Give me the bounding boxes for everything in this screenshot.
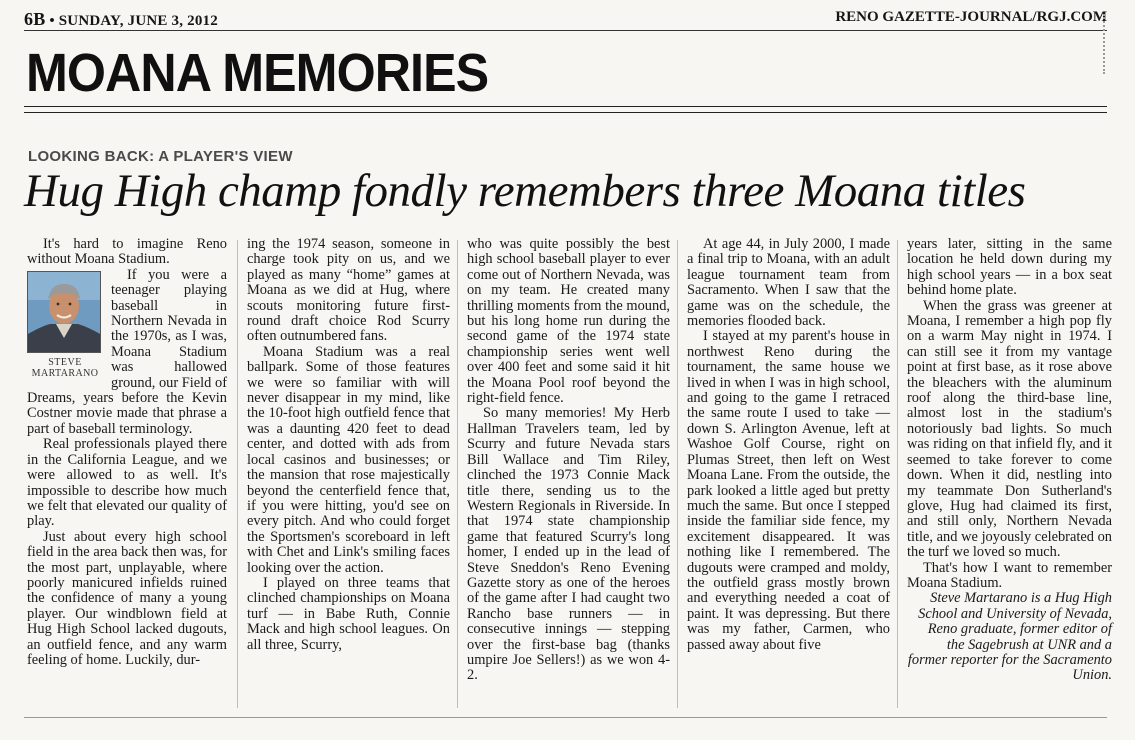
- publication-name: RENO GAZETTE-JOURNAL/RGJ.COM: [835, 9, 1107, 25]
- bottom-rule: [24, 717, 1107, 718]
- margin-dots: [1099, 14, 1105, 74]
- folio-date: SUNDAY, JUNE 3, 2012: [58, 13, 218, 29]
- column-rule: [677, 240, 678, 708]
- paragraph: So many memories! My Herb Hallman Travelers team, led by Scurry and future Nevada stars Bill Wallace and Tim Riley, clinched the 1973 Connie Mack title there, sending us to the Western Regionals in Riverside. In that 1974 state championship game that featured Scurry's long homer, I ended up in the lead of Steve Sneddon's Reno Evening Gazette story as one of the heroes of the game after I had caught two Rancho base runners — in consecutive innings — stepping over the first-base bag (thanks umpire Joe Sellers!) as we won 4-2.: [467, 405, 670, 684]
- section-rule: [24, 106, 1107, 113]
- author-photo-block: [27, 271, 103, 379]
- paragraph: When the grass was greener at Moana, I remember a high pop fly on a warm May night in 1974. I can still see it from my vantage point at first base, as it rose above the bleachers with the aluminum roof along the third-base line, almost lost in the stadium's notoriously bad lights. So much was riding on that infield fly, and it seemed to take forever to come down. When it did, nestling into my teammate Don Sutherland's glove, Hug had claimed its first, and still only, Northern Nevada title, and we joyously celebrated on the turf we loved so much.: [907, 297, 1112, 561]
- column-rule: [897, 240, 898, 708]
- section-title: MOANA MEMORIES: [26, 43, 489, 103]
- article-column-5: [907, 237, 1112, 684]
- author-bio: Steve Martarano is a Hug High School and University of Nevada, Reno graduate, former editor of the Sagebrush at UNR and a former reporter for the Sacramento Union.: [907, 590, 1112, 684]
- caption-last-name: MARTARANO: [31, 367, 99, 379]
- photo-caption: [27, 357, 103, 379]
- paragraph: I played on three teams that clinched championships on Moana turf — in Babe Ruth, Connie Mack and high school leagues. On all three, Scurry,: [247, 574, 450, 653]
- author-photo: [27, 271, 101, 353]
- article-column-1: [27, 237, 227, 668]
- paragraph-text: If you were a teenager playing baseball in Northern Nevada in the 1970s, as I was, Moana Stadium was hallowed ground, our Field of Dreams, years before the Kevin Costner movie made that phrase a part of baseball terminology.: [27, 266, 227, 437]
- column-rule: [237, 240, 238, 708]
- paragraph: Just about every high school field in the area back then was, for the most part, unplayable, where poorly manicured infields ruined the confidence of many a young player. Our windblown field at Hug High School lacked dugouts, an outfield fence, and any warm feeling of home. Luckily, dur-: [27, 528, 227, 668]
- paragraph: who was quite possibly the best high school baseball player to ever come out of Northern Nevada, was on my team. He created many thrilling moments from the mound, but his long home run during the second game of the 1974 state championship series went well over 400 feet and some said it hit the Moana Pool roof beyond the right-field fence.: [467, 236, 670, 407]
- column-rule: [457, 240, 458, 708]
- folio-left: [24, 9, 218, 30]
- paragraph: ing the 1974 season, someone in charge took pity on us, and we played as many “home” games at Moana as we did at Hug, where scouts monitoring future first-round draft choice Rod Scurry often outnumbered fans.: [247, 236, 450, 345]
- paragraph-with-photo: [27, 268, 227, 437]
- paragraph: years later, sitting in the same location he held down during my high school years — in a box seat behind home plate.: [907, 236, 1112, 299]
- folio-bullet: •: [49, 13, 55, 29]
- kicker: LOOKING BACK: A PLAYER'S VIEW: [28, 148, 293, 165]
- folio-rule: [24, 30, 1107, 31]
- folio-line: [24, 6, 1107, 28]
- article-column-3: [467, 237, 670, 684]
- paragraph: I stayed at my parent's house in northwest Reno during the tournament, the same house we lived in when I was in high school, and going to the game I retraced the same route I used to take — down S. Arlington Avenue, left at Washoe Golf Course, right on Plumas Street, then left on West Moana Lane. From the outside, the park looked a little aged but pretty much the same. But once I stepped inside the familiar side fence, my excitement disappeared. It was nothing like I remembered. The dugouts were cramped and moldy, the outfield grass mostly brown and everything needed a coat of paint. It was depressing. But there was my father, Carmen, who passed away about five: [687, 328, 890, 653]
- paragraph: Real professionals played there in the California League, and we were allowed to as well. It's impossible to describe how much we felt that elevated our quality of play.: [27, 436, 227, 530]
- portrait-image: [28, 272, 100, 352]
- paragraph: That's how I want to remember Moana Stadium.: [907, 559, 1112, 591]
- article-column-2: [247, 237, 450, 653]
- paragraph: It's hard to imagine Reno without Moana Stadium.: [27, 236, 227, 268]
- caption-first-name: STEVE: [48, 356, 82, 368]
- paragraph: At age 44, in July 2000, I made a final trip to Moana, with an adult league tournament team from Sacramento. When I saw that the game was on the schedule, the memories flooded back.: [687, 236, 890, 330]
- headline: Hug High champ fondly remembers three Moana titles: [24, 165, 1026, 217]
- article-column-4: [687, 237, 890, 653]
- page-number: 6B: [24, 9, 46, 29]
- paragraph: Moana Stadium was a real ballpark. Some of those features we were so familiar with will never disappear in my mind, like the 10-foot high outfield fence that was a daunting 420 feet to dead center, and dotted with ads from local casinos and businesses; or the mansion that rose majestically beyond the centerfield fence that, if you were hitting, you'd see on every pitch. And who could forget the Sportsmen's scoreboard in left with Chet and Link's smiling faces looking over the action.: [247, 343, 450, 576]
